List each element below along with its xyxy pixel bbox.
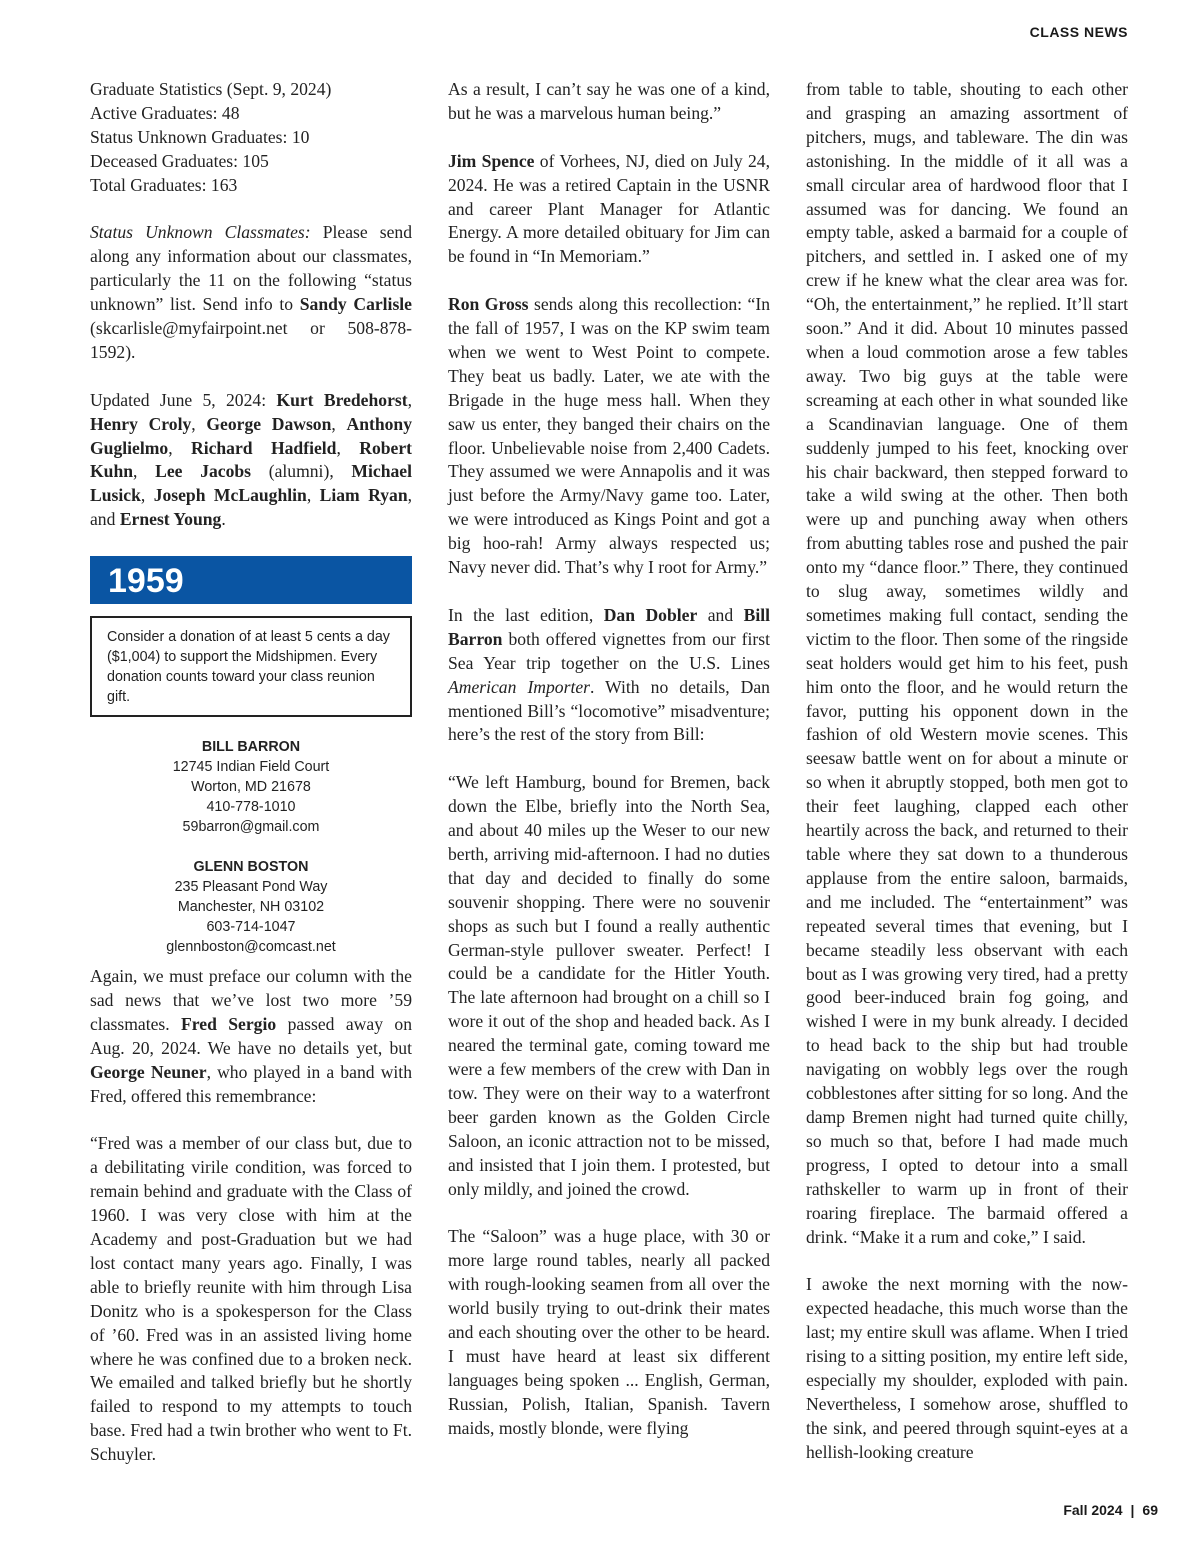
contact-city: Worton, MD 21678 xyxy=(191,779,311,796)
contact-street: 12745 Indian Field Court xyxy=(172,759,330,776)
column-middle xyxy=(448,78,770,1441)
contact-city: Manchester, NH 03102 xyxy=(177,899,325,916)
issue-label: Fall 2024 xyxy=(1063,1502,1123,1518)
saloon-paragraph: The “Saloon” was a huge place, with 30 or more large round tables, nearly all packed with rough-looking seamen from all over the world busily trying to out-drink their mates and each shouting over the other to be heard. I must have heard at least six different languages being spoken ... English, German, Russian, Polish, Italian, Spanish. Tavern maids, mostly blonde, were flying xyxy=(448,1226,770,1438)
fred-remembrance: “Fred was a member of our class but, due to a debilitating virile condition, was forced to remain behind and graduate with the Class of 1960. I was very close with him at the Academy and post-Graduation but we had lost contact many years ago. Finally, I was able to briefly reunite with him through Lisa Donitz who is a spokesperson for the Class of ’60. Fred was in an assisted living home where he was confined due to a broken neck. We emailed and talked briefly but he shortly failed to respond to my attempts to touch base. Fred had a twin brother who went to Ft. Schuyler. xyxy=(90,1133,412,1465)
donation-callout: Consider a donation of at least 5 cents a day ($1,004) to support the Midshipmen. Every donation counts toward your class reunion gift. xyxy=(90,616,412,717)
stats-total: Total Graduates: 163 xyxy=(90,174,238,195)
stats-unknown: Status Unknown Graduates: 10 xyxy=(90,126,310,147)
contact-phone: 603-714-1047 xyxy=(206,919,296,936)
contact-name: BILL BARRON xyxy=(201,739,301,756)
intro-paragraph: Again, we must preface our column with the sad news that we’ve lost two more ’59 classmates. Fred Sergio passed away on Aug. 20, 2024. We have no details yet, but George Neuner, who played in a band with Fred, offered this remembrance: xyxy=(90,966,412,1106)
contact-phone: 410-778-1010 xyxy=(206,799,296,816)
class-contact xyxy=(90,857,412,957)
contact-name: GLENN BOSTON xyxy=(193,859,309,876)
awoke-paragraph: I awoke the next morning with the now-expected headache, this much worse than the last; my entire skull was aflame. When I tried rising to a sitting position, my entire left side, especially my shoulder, exploded with pain. Nevertheless, I somehow arose, shuffled to the sink, and peered through squint-eyes at a hellish-looking creature xyxy=(806,1274,1128,1462)
stats-active: Active Graduates: 48 xyxy=(90,102,240,123)
remembrance-end: As a result, I can’t say he was one of a kind, but he was a marvelous human being.” xyxy=(448,79,770,123)
class-contact xyxy=(90,737,412,837)
contact-street: 235 Pleasant Pond Way xyxy=(174,879,328,896)
column-left xyxy=(90,78,412,1467)
last-edition-paragraph: In the last edition, Dan Dobler and Bill Barron both offered vignettes from our first Sea Year trip together on the U.S. Lines American Importer. With no details, Dan mentioned Bill’s “locomotive” misadventure; here’s the rest of the story from Bill: xyxy=(448,604,770,745)
contact-email: 59barron@gmail.com xyxy=(182,819,320,836)
class-year-banner: 1959 xyxy=(90,556,412,604)
page-footer xyxy=(1063,1502,1158,1518)
status-unknown-paragraph: Status Unknown Classmates: Please send along any information about our classmates, particularly the 11 on the following “status unknown” list. Send info to Sandy Carlisle (skcarlisle@myfairpoint.net or 508-878-1592). xyxy=(90,222,412,362)
page-number: 69 xyxy=(1142,1502,1158,1518)
hamburg-paragraph: “We left Hamburg, bound for Bremen, back down the Elbe, briefly into the North Sea, and about 40 miles up the Weser to our new berth, arriving mid-afternoon. I had no duties that day and decided to finally do some souvenir shopping. There were no souvenir shops as such but I found a really authentic German-style pullover sweater. Perfect! I could be a candidate for the Hitler Youth. The late afternoon had brought on a chill so I wore it out of the shop and headed back. As I neared the terminal gate, coming toward me were a few members of the crew with Dan in tow. They were on their way to a waterfront beer garden known as the Golden Circle Saloon, an iconic attraction not to be missed, and insisted that I join them. I protested, but only mildly, and joined the crowd. xyxy=(448,772,770,1199)
contact-email: glennboston@comcast.net xyxy=(166,939,336,956)
spence-paragraph: Jim Spence of Vorhees, NJ, died on July 24, 2024. He was a retired Captain in the USNR and career Plant Manager for Atlantic Energy. A more detailed obituary for Jim can be found in “In Memoriam.” xyxy=(448,150,770,267)
stats-deceased: Deceased Graduates: 105 xyxy=(90,150,269,171)
section-header: CLASS NEWS xyxy=(1029,24,1128,40)
footer-separator: | xyxy=(1130,1502,1135,1518)
gross-paragraph: Ron Gross sends along this recollection: “In the fall of 1957, I was on the KP swim team when we went to West Point to compete. They beat us badly. Later, we ate with the Brigade in the huge mess hall. When they saw us enter, they banged their chairs on the floor. Unbelievable noise from 2,400 Cadets. They assumed we were Annapolis and it was just before the Army/Navy game too. Later, we were introduced as Kings Point and got a big hoo-rah! Army always respected us; Navy never did. That’s why I root for Army.” xyxy=(448,294,770,578)
stats-title: Graduate Statistics (Sept. 9, 2024) xyxy=(90,79,332,99)
column-right xyxy=(806,78,1128,1465)
updated-list-paragraph: Updated June 5, 2024: Kurt Bredehorst, Henry Croly, George Dawson, Anthony Guglielmo, Richard Hadfield, Robert Kuhn, Lee Jacobs (alumni), Michael Lusick, Joseph McLaughlin, Liam Ryan, and Ernest Young. xyxy=(90,389,413,530)
saloon-continued-paragraph: from table to table, shouting to each other and grasping an amazing assortment of pitchers, mugs, and tableware. The din was astonishing. In the middle of it all was a small circular area of hardwood floor that I assumed was for dancing. We found an empty table, asked a barmaid for a couple of pitchers, and settled in. I asked one of my crew if he knew what the clear area was for. “Oh, the entertainment,” he replied. It’ll start soon.” And it did. About 10 minutes passed when a loud commotion arose a few tables away. Two big guys at the table were screaming at each other in what sounded like a Scandinavian language. One of them suddenly jumped to his feet, knocking over his chair backward, then stepped forward to take a wild swing at the other. Then both were up and punching away when others from abutting tables rose and pushed the pair onto my “dance floor.” There, they continued to slug away, sometimes wildly and sometimes making full contact, sending the victim to the floor. Then some of the ringside seat holders would get him to his feet, push him onto the floor, and he would return the favor, putting his opponent down in the fashion of old Western movie scenes. This seesaw battle went on for about a minute or so when it abruptly stopped, both men got to their feet laughing, clapped each other heartily across the back, and returned to their table where they sat down to a thunderous applause from the entire saloon, barmaids, and me included. The “entertainment” was repeated several times that evening, but I became steadily less observant with each bout as I was growing very tired, had a pretty good beer-induced brain fog going, and wished I were in my bunk already. I decided to head back to the ship but had trouble navigating on wobbly legs over the rough cobblestones after sitting for so long. And the damp Bremen night had turned quite chilly, so much so that, before I had made much progress, I opted to detour into a small rathskeller to warm up in front of their roaring fireplace. The barmaid offered a drink. “Make it a rum and coke,” I said. xyxy=(806,79,1128,1247)
graduate-statistics xyxy=(90,78,412,198)
